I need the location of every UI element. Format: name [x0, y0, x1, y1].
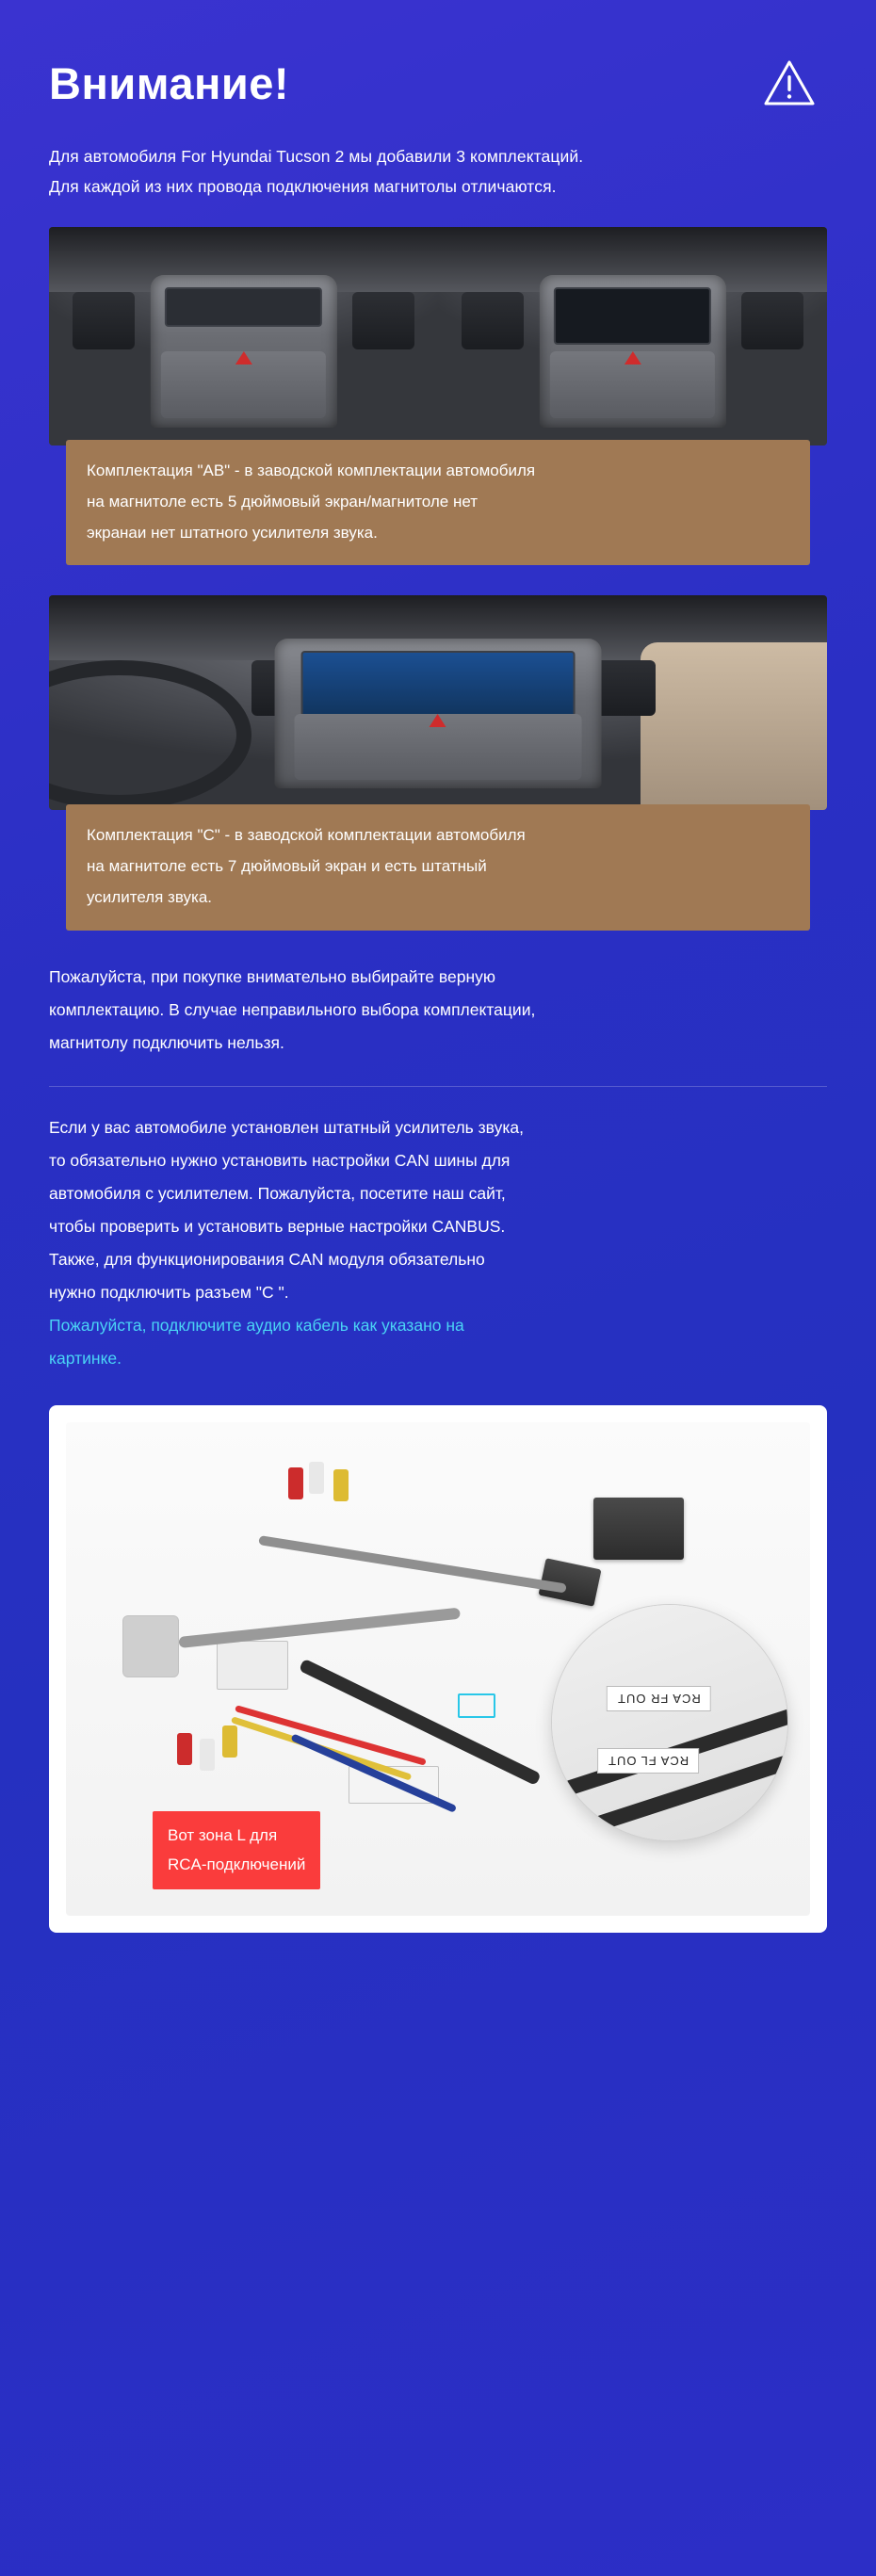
- trim-caption-c: [66, 804, 810, 930]
- page-header: [49, 57, 827, 109]
- intro-paragraph: [49, 141, 827, 203]
- paragraph-selection-warning: [49, 961, 827, 1060]
- wiring-harness-card: [49, 1405, 827, 1933]
- intro-line-1: Для автомобиля For Hyundai Tucson 2 мы добавили 3 комплектаций.: [49, 147, 584, 166]
- rca-zone-note: [153, 1811, 320, 1889]
- rca-plug-yellow-2: [222, 1725, 237, 1758]
- trim-caption-ab-line-2: на магнитоле есть 5 дюймовый экран/магнитоле нет: [87, 492, 479, 510]
- rca-plug-red-1: [288, 1467, 303, 1499]
- trim-caption-ab: [66, 440, 810, 565]
- trim-block-ab: [49, 227, 827, 571]
- trim-block-c: [49, 595, 827, 935]
- cable-bundle-main: [178, 1607, 461, 1647]
- warning-triangle-icon: [763, 57, 816, 109]
- paragraph-3-line-2: картинке.: [49, 1348, 122, 1368]
- trim-caption-c-line-3: усилителя звука.: [87, 888, 212, 907]
- section-divider: [49, 1086, 827, 1087]
- intro-line-2: Для каждой из них провода подключения магнитолы отличаются.: [49, 177, 557, 197]
- rca-label-fr: RCA FR OUT: [607, 1686, 711, 1711]
- dashboard-photo-pair-ab: [49, 227, 827, 446]
- paragraph-2-line-3: автомобиля с усилителем. Пожалуйста, посетите наш сайт,: [49, 1183, 506, 1203]
- dashboard-photo-c-image: [49, 595, 827, 810]
- rca-plug-red-2: [177, 1733, 192, 1765]
- paragraph-2-line-5: Также, для функционирования CAN модуля обязательно: [49, 1249, 485, 1269]
- page-title: Внимание!: [49, 57, 290, 108]
- paragraph-audio-cable-note: [49, 1309, 827, 1375]
- paragraph-1-line-2: комплектацию. В случае неправильного выбора комплектации,: [49, 999, 536, 1019]
- paragraph-1-line-1: Пожалуйста, при покупке внимательно выбирайте верную: [49, 966, 496, 986]
- trim-caption-c-line-1: Комплектация "C" - в заводской комплектации автомобиля: [87, 826, 526, 845]
- dashboard-photo-ab-right: [438, 227, 827, 446]
- rca-plug-white-1: [309, 1462, 324, 1494]
- paragraph-2-line-2: то обязательно нужно установить настройки CAN шины для: [49, 1150, 511, 1170]
- trim-caption-ab-line-1: Комплектация "AB" - в заводской комплектации автомобиля: [87, 461, 536, 479]
- wiring-harness-photo: [66, 1422, 810, 1916]
- paragraph-2-line-6: нужно подключить разъем "C ".: [49, 1282, 289, 1302]
- connector-iso-a: [122, 1615, 179, 1677]
- cable-bundle-secondary: [258, 1535, 567, 1594]
- paragraph-1-line-3: магнитолу подключить нельзя.: [49, 1032, 284, 1052]
- connector-iso-b: [217, 1641, 288, 1690]
- rca-zone-highlight: [458, 1693, 495, 1718]
- paragraph-2-line-1: Если у вас автомобиле установлен штатный усилитель звука,: [49, 1117, 524, 1137]
- paragraph-2-line-4: чтобы проверить и установить верные настройки CANBUS.: [49, 1216, 506, 1236]
- trim-caption-c-line-2: на магнитоле есть 7 дюймовый экран и есть штатный: [87, 857, 487, 876]
- rca-plug-yellow-1: [333, 1469, 349, 1501]
- magnifier-inset: [552, 1605, 787, 1840]
- dashboard-photo-c: [49, 595, 827, 810]
- rca-label-fl: RCA FL OUT: [597, 1748, 699, 1774]
- rca-zone-note-line-1: Вот зона L для: [168, 1825, 278, 1844]
- dashboard-photo-ab-left: [49, 227, 438, 446]
- canbus-module-box: [593, 1498, 684, 1560]
- trim-caption-ab-line-3: экранаи нет штатного усилителя звука.: [87, 524, 378, 543]
- rca-plug-white-2: [200, 1739, 215, 1771]
- paragraph-3-line-1: Пожалуйста, подключите аудио кабель как указано на: [49, 1315, 464, 1335]
- paragraph-canbus-instructions: [49, 1111, 827, 1309]
- rca-zone-note-line-2: RCA-подключений: [168, 1855, 306, 1874]
